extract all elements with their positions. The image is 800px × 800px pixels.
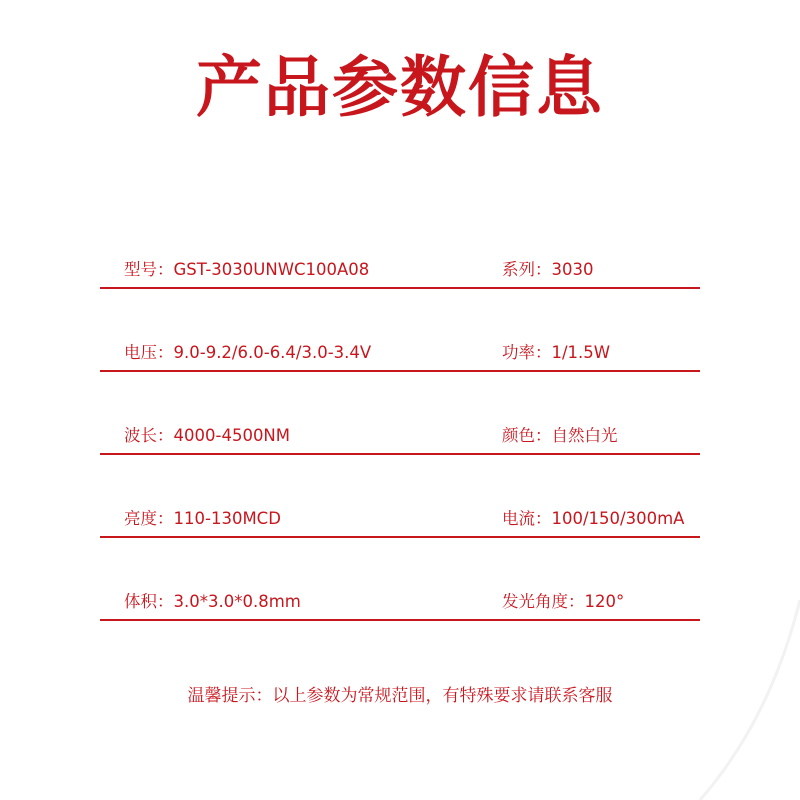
row-divider	[100, 370, 700, 372]
spec-row-size-angle	[100, 576, 700, 659]
spec-current: 电流：100/150/300mA	[502, 509, 685, 528]
spec-brightness: 亮度：110-130MCD	[124, 509, 281, 528]
spec-series: 系列：3030	[502, 260, 594, 279]
spec-size: 体积：3.0*3.0*0.8mm	[124, 592, 301, 611]
spec-model: 型号：GST-3030UNWC100A08	[124, 260, 370, 279]
row-divider	[100, 453, 700, 455]
spec-power: 功率：1/1.5W	[502, 343, 611, 362]
spec-wavelength: 波长：4000-4500NM	[124, 426, 291, 445]
spec-table	[100, 244, 700, 659]
spec-row-wavelength-color	[100, 410, 700, 493]
spec-row-model-series	[100, 244, 700, 327]
spec-voltage: 电压：9.0-9.2/6.0-6.4/3.0-3.4V	[124, 343, 372, 362]
spec-color: 颜色：自然白光	[502, 426, 618, 445]
row-divider	[100, 536, 700, 538]
row-divider	[100, 287, 700, 289]
spec-row-voltage-power	[100, 327, 700, 410]
row-divider	[100, 619, 700, 621]
spec-row-brightness-current	[100, 493, 700, 576]
spec-beam-angle: 发光角度：120°	[502, 592, 625, 611]
page-title: 产品参数信息	[196, 49, 604, 126]
footer-note: 温馨提示：以上参数为常规范围，有特殊要求请联系客服	[187, 686, 613, 706]
